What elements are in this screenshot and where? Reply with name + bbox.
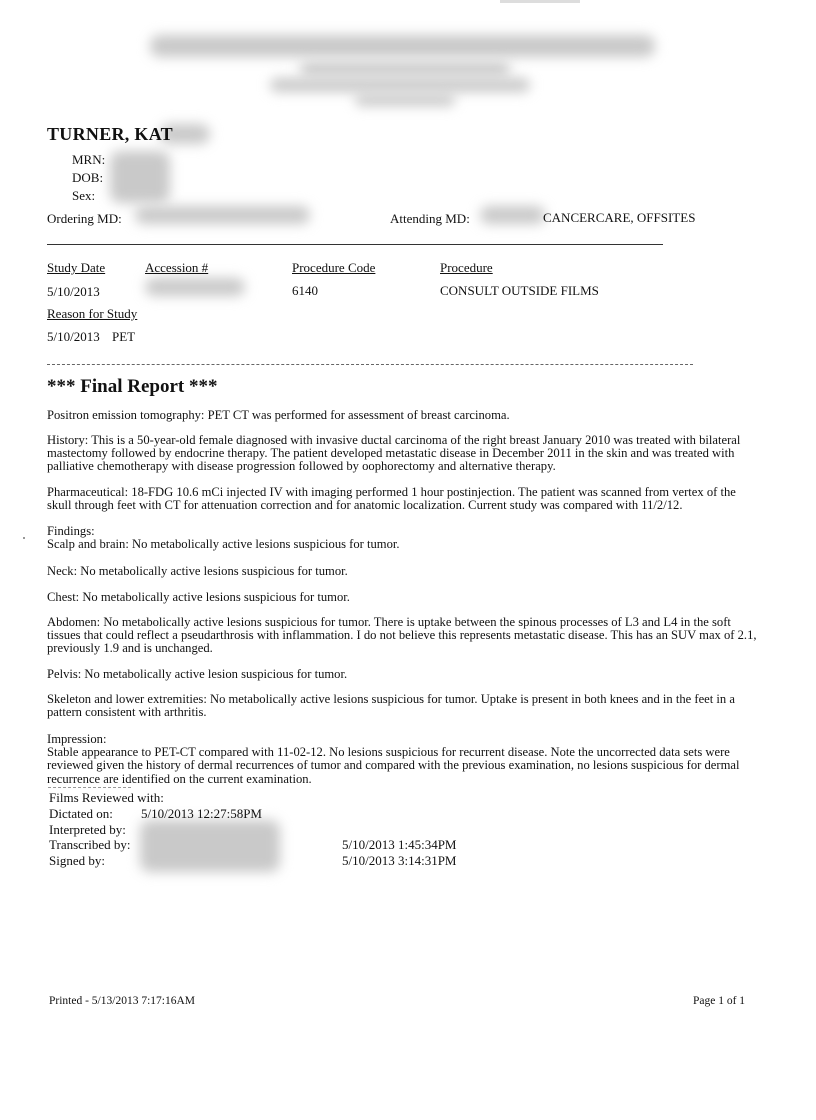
report-title: *** Final Report *** [47,376,218,397]
redacted-attending-md [480,206,545,224]
mrn-label: MRN: [72,152,106,167]
transcribed-label: Transcribed by: [49,837,131,852]
redacted-header-line-4 [355,94,455,106]
report-para-findings: Findings: Scalp and brain: No metabolically active lesions suspicious for tumor. [47,524,400,552]
reason-for-study-header: Reason for Study [47,306,138,321]
study-date-header: Study Date [47,260,106,275]
redacted-signers [140,820,280,872]
procedure-code-header: Procedure Code [292,260,376,275]
study-date-value: 5/10/2013 [47,284,100,299]
redacted-header-line-3 [270,78,530,92]
sex-label: Sex: [72,188,96,203]
report-para-1: Positron emission tomography: PET CT was performed for assessment of breast carcinoma. [47,408,510,422]
report-para-skeleton: Skeleton and lower extremities: No metabolically active lesions suspicious for tumor. Uptake is present in both knees and in the feet in a pattern consistent with arthritis. [47,692,735,720]
ordering-md-label: Ordering MD: [47,211,122,226]
redacted-mrn-dob-sex [110,151,170,203]
report-para-impression: Impression: Stable appearance to PET-CT compared with 11-02-12. No lesions suspicious for recurrent disease. Note the uncorrected data sets were reviewed given the history of dermal recurrences of tumor and compared with the previous examination, no lesions suspicious for dermal recurrence are identified on the current examination. [47,732,740,786]
report-para-history: History: This is a 50-year-old female diagnosed with invasive ductal carcinoma of the right breast January 2010 was treated with bilateral mastectomy followed by endocrine therapy. The patient developed metastatic disease in December 2011 in the skin and was treated with palliative chemotherapy with disease progression followed by oophorectomy and alternative therapy. [47,433,741,474]
report-para-chest: Chest: No metabolically active lesions suspicious for tumor. [47,590,350,604]
page-number: Page 1 of 1 [693,995,746,1007]
reason-value: PET [112,329,136,344]
reason-date: 5/10/2013 [47,329,100,344]
interpreted-label: Interpreted by: [49,822,126,837]
attending-md-value: CANCERCARE, OFFSITES [543,210,696,225]
report-para-pharmaceutical: Pharmaceutical: 18-FDG 10.6 mCi injected IV with imaging performed 1 hour postinjection. The patient was scanned from vertex of the skull through feet with CT for attenuation correction and for anatomic localization. Current study was compared with 11/2/12. [47,485,736,513]
redacted-ordering-md [135,206,310,224]
attending-md-label: Attending MD: [390,211,470,226]
procedure-code-value: 6140 [292,283,318,298]
dictated-label: Dictated on: [49,806,113,821]
report-para-neck: Neck: No metabolically active lesions suspicious for tumor. [47,564,348,578]
report-para-abdomen: Abdomen: No metabolically active lesions suspicious for tumor. There is uptake between the spinous processes of L3 and L4 in the soft tissues that could reflect a pseudarthrosis with inflammation. I do not believe this represents metastatic disease. This has an SUV max of 2.1, previously 1.9 and is unchanged. [47,615,757,656]
redacted-accession [145,278,245,296]
transcribed-value: 5/10/2013 1:45:34PM [342,837,457,852]
spellcheck-underline [48,787,131,788]
redacted-header-line-2 [300,62,510,76]
scan-edge-mark [500,0,580,3]
signed-label: Signed by: [49,853,105,868]
section-divider [47,364,693,365]
report-para-pelvis: Pelvis: No metabolically active lesion suspicious for tumor. [47,667,348,681]
dictated-value: 5/10/2013 12:27:58PM [141,806,262,821]
accession-header: Accession # [145,260,209,275]
patient-name: TURNER, KAT [47,124,173,144]
header-divider [47,244,663,245]
scan-speck [23,537,25,539]
dob-label: DOB: [72,170,104,185]
films-reviewed-label: Films Reviewed with: [49,790,164,805]
printed-timestamp: Printed - 5/13/2013 7:17:16AM [49,995,195,1007]
procedure-header: Procedure [440,260,493,275]
redacted-header-line-1 [150,35,655,57]
procedure-value: CONSULT OUTSIDE FILMS [440,283,599,298]
signed-value: 5/10/2013 3:14:31PM [342,853,457,868]
